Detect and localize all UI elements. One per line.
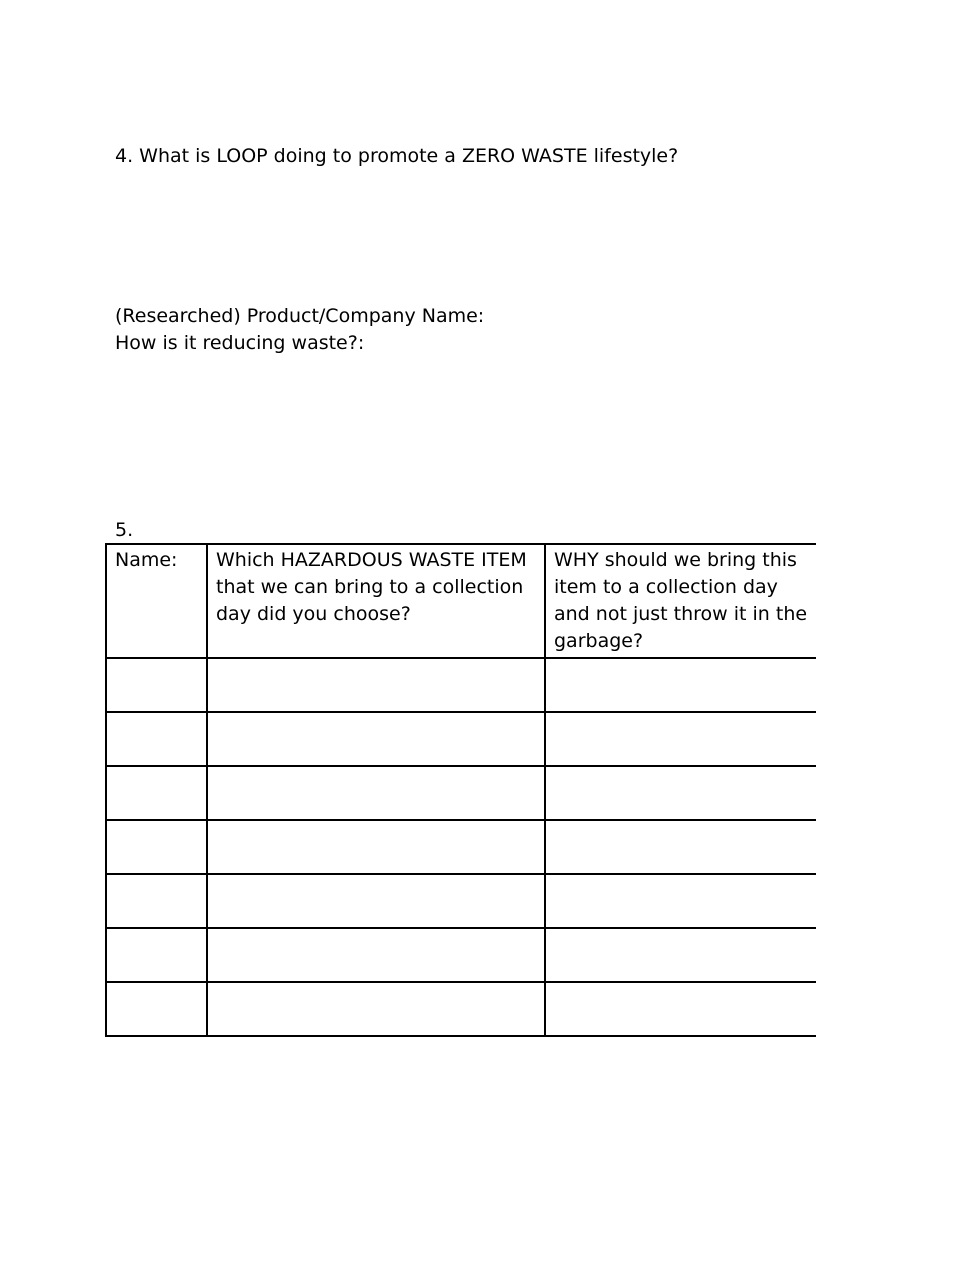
cell-why[interactable] xyxy=(545,874,816,928)
table-row xyxy=(106,982,816,1036)
cell-why[interactable] xyxy=(545,712,816,766)
cell-why[interactable] xyxy=(545,928,816,982)
header-hazardous-item: Which HAZARDOUS WASTE ITEM that we can bring to a collection day did you choose? xyxy=(207,544,545,658)
cell-name[interactable] xyxy=(106,712,207,766)
cell-why[interactable] xyxy=(545,658,816,712)
table-row xyxy=(106,658,816,712)
cell-why[interactable] xyxy=(545,820,816,874)
question-5-number: 5. xyxy=(115,519,134,541)
header-name: Name: xyxy=(106,544,207,658)
cell-hazardous-item[interactable] xyxy=(207,820,545,874)
cell-hazardous-item[interactable] xyxy=(207,928,545,982)
table-row xyxy=(106,712,816,766)
cell-name[interactable] xyxy=(106,766,207,820)
product-company-name-label: (Researched) Product/Company Name: xyxy=(115,305,485,327)
question-4-text: 4. What is LOOP doing to promote a ZERO WASTE lifestyle? xyxy=(115,145,679,167)
hazardous-waste-table xyxy=(105,543,816,1037)
cell-why[interactable] xyxy=(545,766,816,820)
cell-hazardous-item[interactable] xyxy=(207,712,545,766)
cell-name[interactable] xyxy=(106,982,207,1036)
cell-why[interactable] xyxy=(545,982,816,1036)
cell-name[interactable] xyxy=(106,874,207,928)
table-header-row xyxy=(106,544,816,658)
reducing-waste-label: How is it reducing waste?: xyxy=(115,332,365,354)
table-row xyxy=(106,928,816,982)
cell-hazardous-item[interactable] xyxy=(207,982,545,1036)
table-row xyxy=(106,874,816,928)
cell-hazardous-item[interactable] xyxy=(207,766,545,820)
cell-hazardous-item[interactable] xyxy=(207,658,545,712)
cell-name[interactable] xyxy=(106,928,207,982)
cell-name[interactable] xyxy=(106,820,207,874)
table-row xyxy=(106,766,816,820)
cell-hazardous-item[interactable] xyxy=(207,874,545,928)
table-row xyxy=(106,820,816,874)
cell-name[interactable] xyxy=(106,658,207,712)
header-why: WHY should we bring this item to a collection day and not just throw it in the garbage? xyxy=(545,544,816,658)
